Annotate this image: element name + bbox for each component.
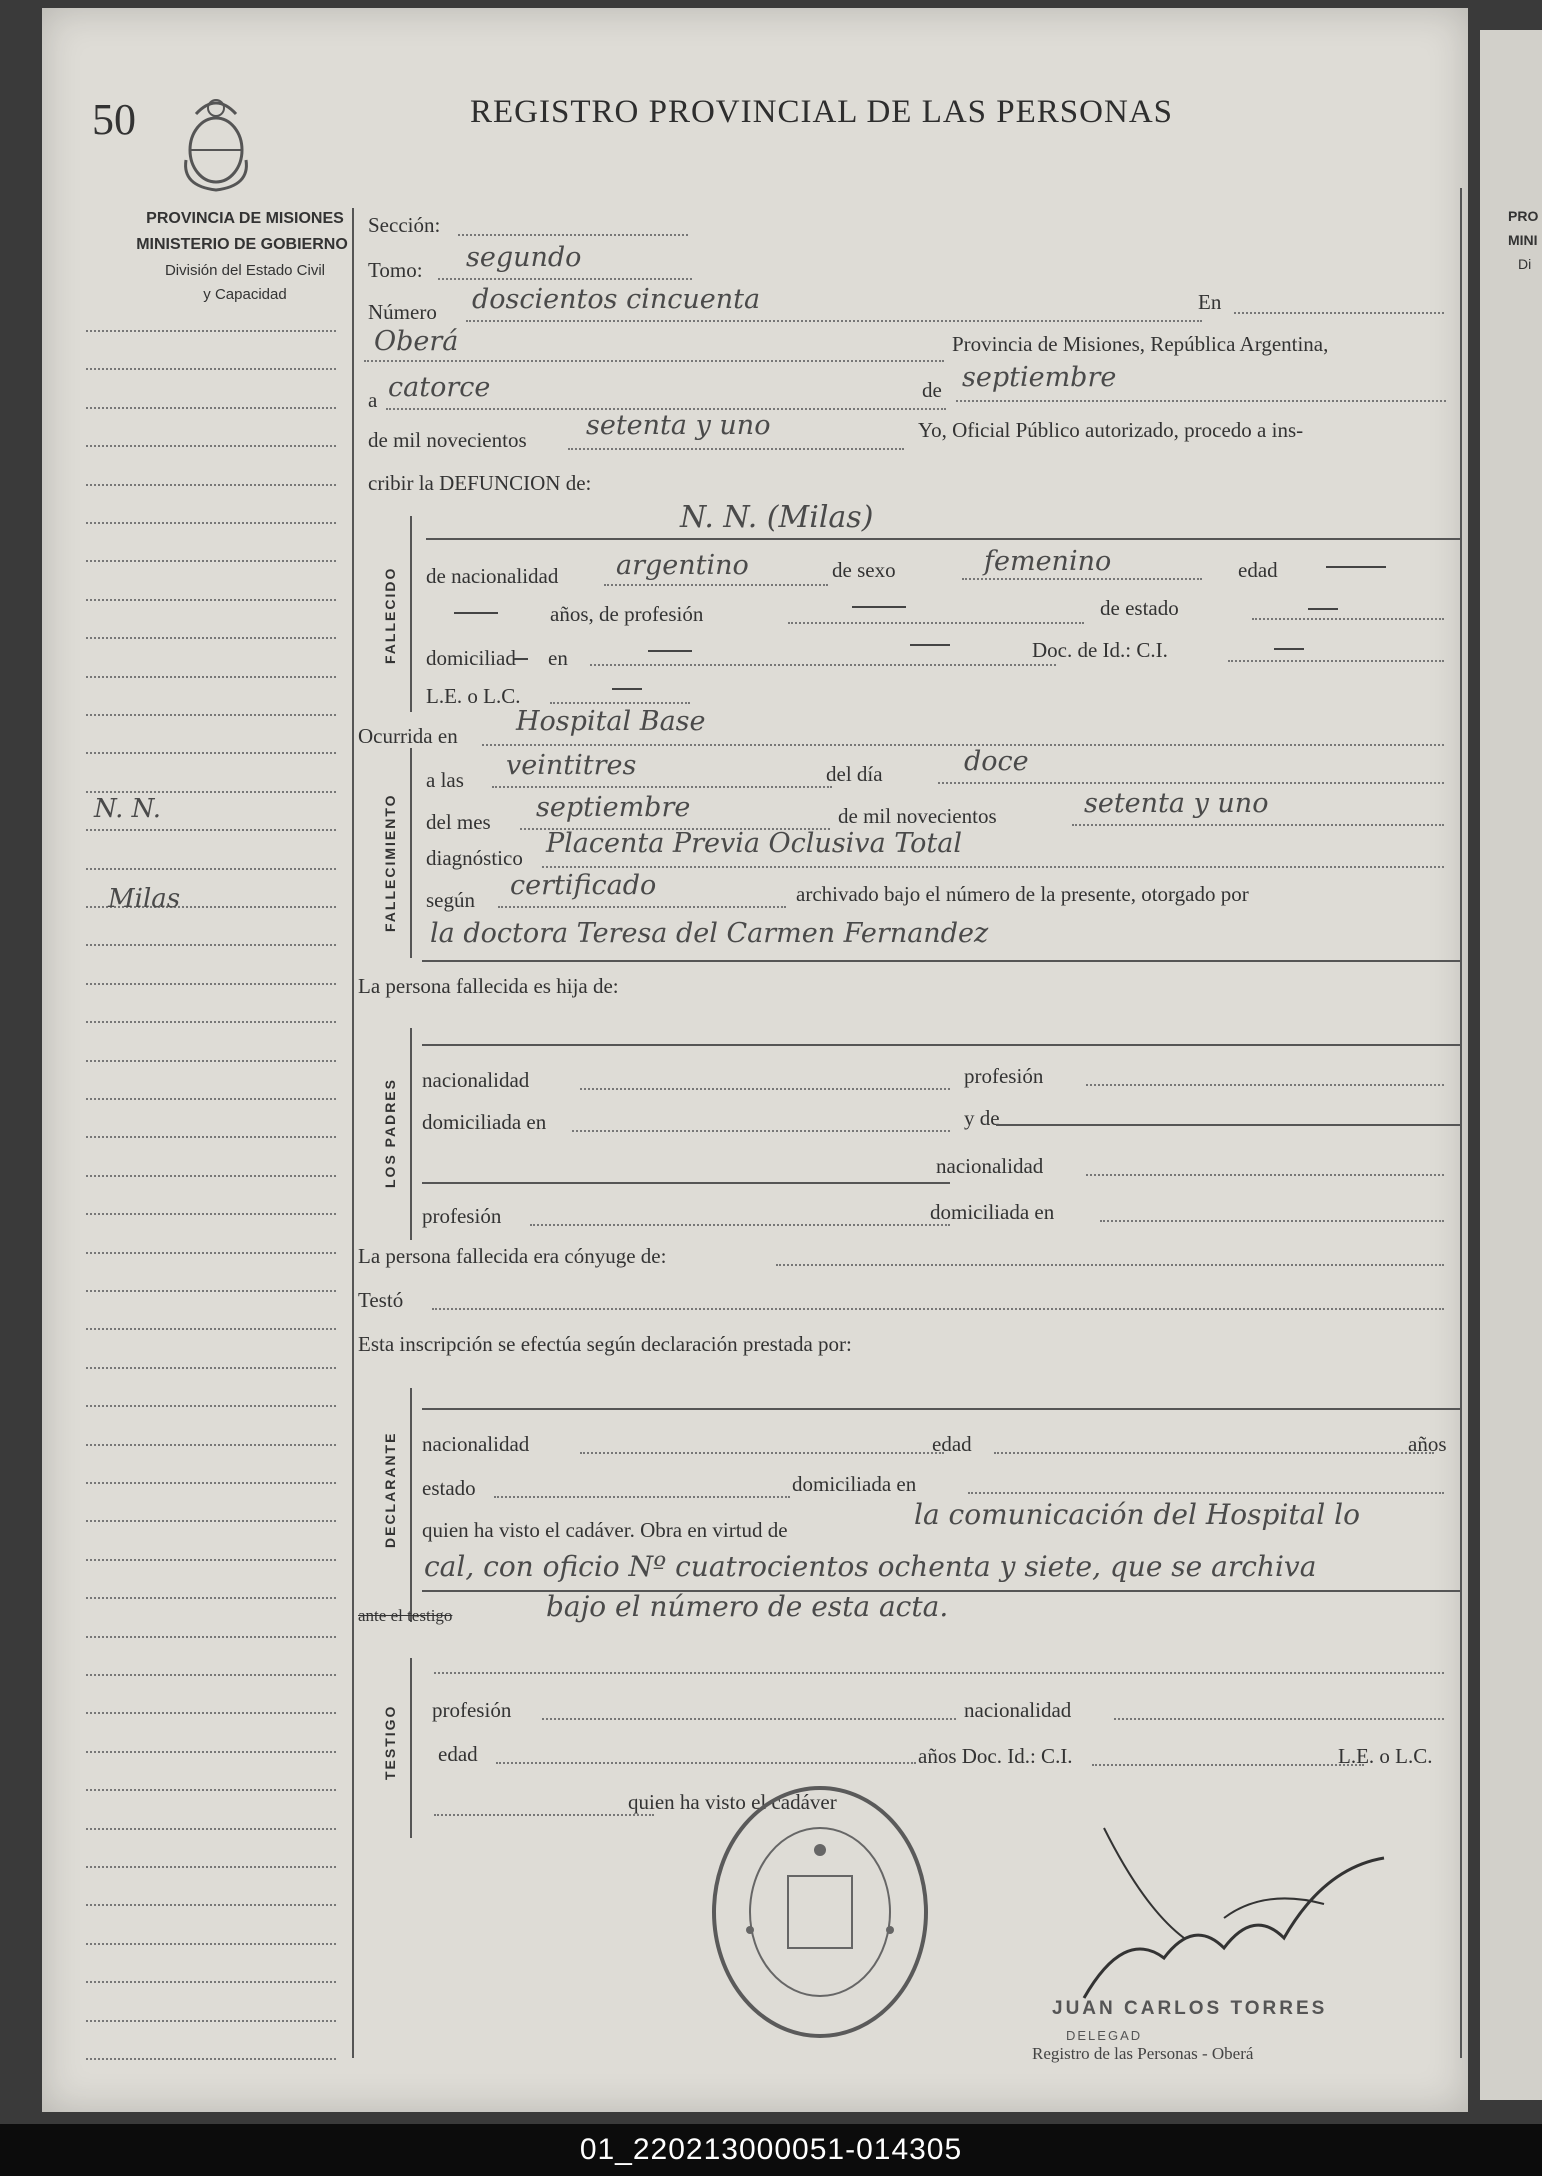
signature-role: DELEGAD [1066, 2028, 1143, 2043]
label-declarante-domiciliada: domiciliada en [792, 1472, 917, 1496]
left-margin-line [86, 1136, 336, 1138]
left-margin-line [86, 1098, 336, 1100]
left-margin-line [86, 637, 336, 639]
field-ocurrida-line [482, 744, 1444, 746]
label-declarante-nacionalidad: nacionalidad [422, 1432, 530, 1456]
field-doctora-line [422, 960, 1462, 962]
field-testigo-profesion-line [542, 1718, 956, 1720]
label-madre-profesion: profesión [422, 1204, 502, 1228]
section-fallecimiento: FALLECIMIENTO [382, 793, 398, 932]
margin-note-milas: Milas [108, 884, 181, 914]
label-delmes: del mes [426, 810, 491, 834]
field-dia-fallec-line [938, 782, 1444, 784]
value-domicilio-dash [514, 658, 528, 660]
field-declarante-edad-line [994, 1452, 1434, 1454]
left-margin-line [86, 1213, 336, 1215]
section-declarante: DECLARANTE [382, 1431, 398, 1548]
section-fallecido: FALLECIDO [382, 566, 398, 664]
value-mes-fallec: septiembre [536, 792, 691, 823]
label-en: En [1198, 290, 1222, 314]
value-nombre: N. N. (Milas) [680, 500, 874, 535]
field-madre-nacionalidad-line [1086, 1174, 1444, 1176]
left-margin-line [86, 1943, 336, 1945]
left-margin-line [86, 829, 336, 831]
left-margin-line [86, 1175, 336, 1177]
adjacent-page [1480, 30, 1542, 2100]
label-madre-nacionalidad: nacionalidad [936, 1154, 1044, 1178]
fallecimiento-bracket [410, 748, 412, 958]
left-margin-line [86, 2020, 336, 2022]
label-padre-nacionalidad: nacionalidad [422, 1068, 530, 1092]
value-diagnostico: Placenta Previa Oclusiva Total [546, 828, 962, 859]
value-nacionalidad: argentino [616, 550, 749, 581]
label-madre-domiciliada: domiciliada en [930, 1200, 1055, 1224]
value-segun: certificado [510, 870, 657, 901]
left-margin-line [86, 407, 336, 409]
left-margin-line [86, 330, 336, 332]
label-padre-profesion: profesión [964, 1064, 1044, 1088]
label-declarante-edad: edad [932, 1432, 972, 1456]
label-diagnostico: diagnóstico [426, 846, 523, 870]
official-stamp-icon [706, 1780, 934, 2044]
left-margin-line [86, 1712, 336, 1714]
value-anos-dash [454, 612, 498, 614]
value-anio: setenta y uno [586, 410, 771, 441]
left-margin-line [86, 944, 336, 946]
label-le-lc: L.E. o L.C. [426, 684, 521, 708]
left-margin-line [86, 791, 336, 793]
field-nombre-line [426, 538, 1462, 540]
label-mil-novecientos-2: de mil novecientos [838, 804, 997, 828]
page-title: REGISTRO PROVINCIAL DE LAS PERSONAS [470, 94, 1174, 130]
label-declarante-anos: años [1408, 1432, 1447, 1456]
left-margin-line [86, 1597, 336, 1599]
left-margin-line [86, 1252, 336, 1254]
label-sexo: de sexo [832, 558, 896, 582]
value-tomo: segundo [466, 242, 582, 273]
label-hija: La persona fallecida es hija de: [358, 974, 619, 998]
field-sexo-line [962, 578, 1202, 580]
value-doc-dash [1274, 648, 1304, 650]
field-anio-fallec-line [1072, 824, 1444, 826]
label-inscripcion: Esta inscripción se efectúa según declaración prestada por: [358, 1332, 852, 1356]
left-margin-line [86, 445, 336, 447]
field-diagnostico-line [542, 866, 1444, 868]
left-margin-line [86, 752, 336, 754]
label-a: a [368, 388, 378, 412]
value-dia-fallec: doce [964, 746, 1029, 777]
value-sexo: femenino [984, 546, 1112, 577]
left-margin-line [86, 983, 336, 985]
left-margin-line [86, 868, 336, 870]
left-margin-line [86, 1328, 336, 1330]
page-number: 50 [92, 95, 136, 144]
certificate-page [42, 8, 1468, 2112]
signature-icon [1064, 1808, 1444, 2008]
left-margin-line [86, 484, 336, 486]
field-testigo-nacionalidad-line [1114, 1718, 1444, 1720]
value-mes: septiembre [962, 362, 1117, 393]
left-margin-line [86, 1060, 336, 1062]
field-madre-sep-line [422, 1182, 950, 1184]
label-numero: Número [368, 300, 437, 324]
left-margin-line [86, 1866, 336, 1868]
field-en-line [1234, 312, 1444, 314]
field-padre-profesion-line [1086, 1084, 1444, 1086]
value-obra-line3: bajo el número de esta acta. [546, 1590, 949, 1623]
margin-note-nn: N. N. [94, 794, 161, 824]
label-segun: según [426, 888, 475, 912]
adjacent-page-line3: Di [1518, 256, 1532, 272]
label-ocurrida: Ocurrida en [358, 724, 458, 748]
field-padre-domicilio-line [572, 1130, 950, 1132]
left-margin-line [86, 599, 336, 601]
label-estado: de estado [1100, 596, 1179, 620]
left-margin-line [86, 1405, 336, 1407]
label-edad: edad [1238, 558, 1278, 582]
label-padre-yde: y de [964, 1106, 1000, 1130]
field-profesion-line [788, 622, 1084, 624]
label-testigo-anos-doc: años Doc. Id.: C.I. [918, 1744, 1073, 1768]
label-conyuge: La persona fallecida era cónyuge de: [358, 1244, 667, 1268]
signature-office: Registro de las Personas - Oberá [1032, 2044, 1254, 2063]
left-header-line4: y Capacidad [203, 286, 287, 303]
section-padres: LOS PADRES [382, 1078, 398, 1188]
label-testigo-visto: quien ha visto el cadáver [628, 1790, 837, 1814]
label-anos-profesion: años, de profesión [550, 602, 704, 626]
left-margin-line [86, 1021, 336, 1023]
label-declarante-visto: quien ha visto el cadáver. Obra en virtud de [422, 1518, 788, 1542]
value-profesion-dash [852, 606, 906, 608]
field-conyuge-line [776, 1264, 1444, 1266]
label-seccion: Sección: [368, 213, 441, 237]
signature-name: JUAN CARLOS TORRES [1052, 1998, 1328, 2019]
value-hora: veintitres [506, 750, 637, 781]
field-madre-profesion-line [530, 1224, 950, 1226]
field-anio-line [568, 448, 904, 450]
label-provincia: Provincia de Misiones, República Argentina, [952, 332, 1329, 356]
label-struck-testigo: ante el testigo [358, 1606, 453, 1625]
value-anio-fallec: setenta y uno [1084, 788, 1269, 819]
value-lugar: Oberá [374, 326, 459, 357]
left-margin-line [86, 560, 336, 562]
field-mes-line [956, 400, 1446, 402]
left-margin-line [86, 1444, 336, 1446]
label-inscribir: cribir la DEFUNCION de: [368, 471, 592, 495]
field-declarante-nombre-line [422, 1408, 1462, 1410]
left-margin-line [86, 676, 336, 678]
left-margin-line [86, 2058, 336, 2060]
field-seccion-line [458, 234, 688, 236]
value-obra-line1: la comunicación del Hospital lo [914, 1498, 1360, 1531]
value-dia: catorce [388, 372, 491, 403]
field-segun-line [498, 906, 786, 908]
value-en-dash2 [910, 644, 950, 646]
fallecido-bracket [410, 516, 412, 712]
left-margin-line [86, 1367, 336, 1369]
field-testigo-visto-line [434, 1814, 654, 1816]
section-testigo: TESTIGO [382, 1704, 398, 1780]
left-margin-line [86, 1751, 336, 1753]
left-margin-line [86, 1981, 336, 1983]
left-margin-line [86, 1828, 336, 1830]
left-margin-line [86, 1789, 336, 1791]
label-testigo-profesion: profesión [432, 1698, 512, 1722]
adjacent-page-line1: PRO [1508, 208, 1539, 224]
label-oficial: Yo, Oficial Público autorizado, procedo a ins- [918, 418, 1304, 442]
field-declarante-domicilio-line [968, 1492, 1444, 1494]
field-hora-line [492, 786, 832, 788]
field-declarante-nacionalidad-line [580, 1452, 944, 1454]
label-domiciliado: domiciliad [426, 646, 516, 670]
value-en-dash1 [648, 650, 692, 652]
field-testo-line [432, 1308, 1444, 1310]
label-testigo-le-lc: L.E. o L.C. [1338, 1744, 1433, 1768]
label-nacionalidad: de nacionalidad [426, 564, 559, 588]
label-archivado: archivado bajo el número de la presente, otorgado por [796, 882, 1249, 906]
value-estado-dash [1308, 608, 1338, 610]
value-obra-line2: cal, con oficio Nº cuatrocientos ochenta y siete, que se archiva [424, 1550, 1317, 1583]
label-de: de [922, 378, 942, 402]
field-tomo-line [438, 278, 692, 280]
left-margin-line [86, 1904, 336, 1906]
right-border [1460, 188, 1462, 2058]
field-padre-nacionalidad-line [580, 1088, 950, 1090]
left-margin-line [86, 1520, 336, 1522]
field-testigo-doc-line [1092, 1764, 1364, 1766]
column-divider [352, 208, 354, 2058]
left-margin-line [86, 368, 336, 370]
label-mil-novecientos: de mil novecientos [368, 428, 527, 452]
label-declarante-estado: estado [422, 1476, 476, 1500]
field-le-line [550, 702, 690, 704]
padres-bracket [410, 1028, 412, 1240]
left-header-line2: MINISTERIO DE GOBIERNO [136, 236, 348, 253]
left-margin-line [86, 1290, 336, 1292]
adjacent-page-line2: MINI [1508, 232, 1538, 248]
testigo-bracket [410, 1658, 412, 1838]
value-le-dash [612, 688, 642, 690]
field-padre-nombre-line [422, 1044, 1462, 1046]
field-domicilio-line [590, 664, 1056, 666]
image-id-footer: 01_220213000051-014305 [0, 2124, 1542, 2176]
left-margin-line [86, 1482, 336, 1484]
field-madre-nombre-line [996, 1124, 1462, 1126]
left-margin-line [86, 1636, 336, 1638]
value-edad-dash [1326, 566, 1386, 568]
label-deldia: del día [826, 762, 883, 786]
left-margin-line [86, 1559, 336, 1561]
field-madre-domicilio-line [1100, 1220, 1444, 1222]
field-testigo-edad-line [496, 1762, 916, 1764]
label-doc: Doc. de Id.: C.I. [1032, 638, 1168, 662]
value-doctora: la doctora Teresa del Carmen Fernandez [430, 918, 989, 949]
coat-of-arms-icon [176, 90, 256, 198]
label-alas: a las [426, 768, 464, 792]
left-header-line3: División del Estado Civil [164, 262, 326, 279]
field-estado-line [1252, 618, 1444, 620]
value-ocurrida: Hospital Base [516, 706, 706, 737]
label-testigo-nacionalidad: nacionalidad [964, 1698, 1072, 1722]
field-numero-line [466, 320, 1202, 322]
label-en2: en [548, 646, 568, 670]
left-margin-line [86, 522, 336, 524]
field-declarante-estado-line [494, 1496, 790, 1498]
declarante-bracket [410, 1388, 412, 1622]
left-margin-line [86, 1674, 336, 1676]
label-testigo-edad: edad [438, 1742, 478, 1766]
field-nacionalidad-line [604, 584, 828, 586]
field-lugar-line [364, 360, 944, 362]
label-tomo: Tomo: [368, 258, 423, 282]
field-doc-line [1228, 660, 1444, 662]
field-testigo-nombre-line [434, 1672, 1444, 1674]
value-numero: doscientos cincuenta [472, 284, 761, 315]
left-margin-line [86, 714, 336, 716]
left-header-line1: PROVINCIA DE MISIONES [146, 210, 344, 227]
label-padre-domiciliada: domiciliada en [422, 1110, 547, 1134]
label-testo: Testó [358, 1288, 404, 1312]
